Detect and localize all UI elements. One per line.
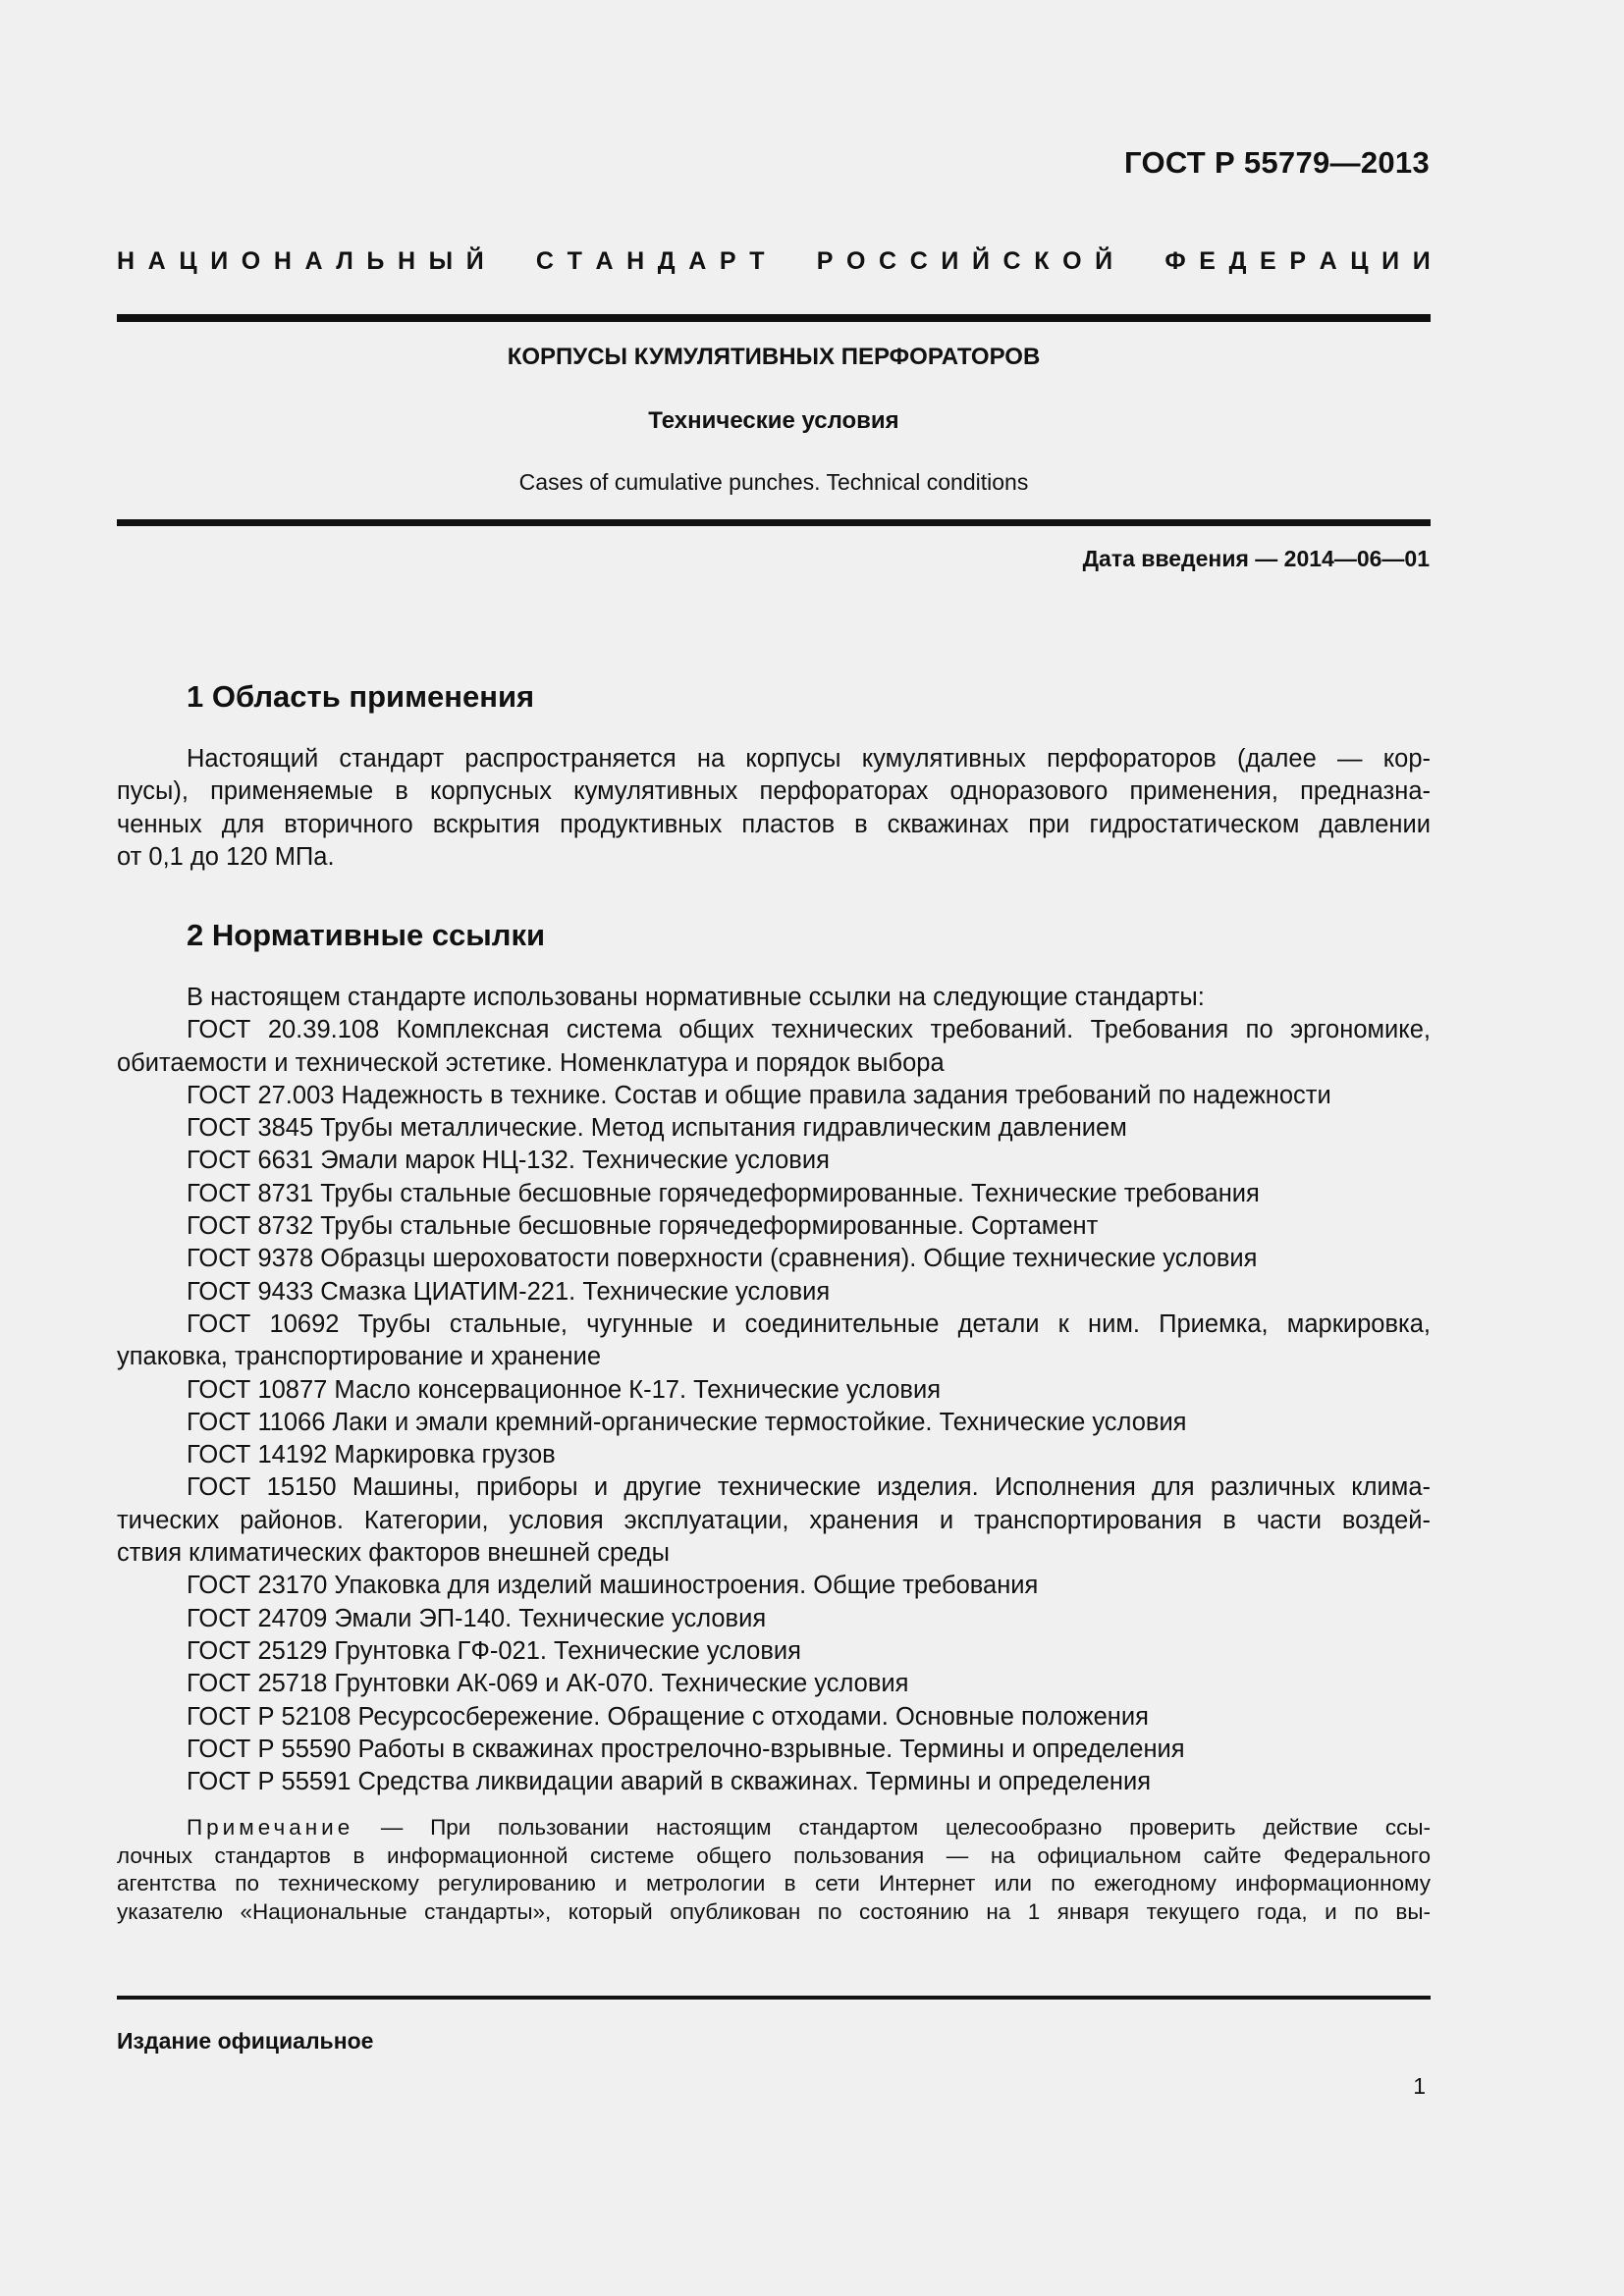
banner-letter: Е — [1199, 247, 1216, 275]
banner-letter: Ц — [1350, 247, 1369, 275]
reference-item: обитаемости и технической эстетике. Номенклатура и порядок выбора — [117, 1048, 945, 1077]
banner-letter: Р — [1289, 247, 1306, 275]
reference-item: ГОСТ 25718 Грунтовки АК-069 и АК-070. Технические условия — [187, 1670, 909, 1698]
banner-letter: Н — [397, 247, 415, 275]
banner-letter: А — [595, 247, 614, 275]
banner-letter: О — [241, 247, 261, 275]
word-gap — [1126, 247, 1152, 276]
english-title: Cases of cumulative punches. Technical conditions — [518, 469, 1029, 495]
banner-letter: Ы — [428, 247, 454, 275]
banner-letter: Р — [816, 247, 834, 275]
banner-letter: К — [1034, 247, 1050, 275]
banner-letter: С — [909, 247, 928, 275]
note-line: агентства по техническому регулированию и метрологии в сети Интернет или по ежегодному информационному — [117, 1871, 1431, 1896]
banner-letter: Л — [336, 247, 353, 275]
reference-item: ГОСТ 8732 Трубы стальные бесшовные горячедеформированные. Сортамент — [187, 1212, 1099, 1241]
references-intro: В настоящем стандарте использованы нормативные ссылки на следующие стандарты: — [187, 984, 1205, 1011]
section-heading-scope: 1 Область применения — [187, 679, 535, 714]
banner-letter: Ц — [179, 247, 197, 275]
reference-item: ГОСТ 23170 Упаковка для изделий машиностроения. Общие требования — [187, 1572, 1039, 1600]
banner-letter: С — [1002, 247, 1021, 275]
reference-item: ГОСТ 9378 Образцы шероховатости поверхности (сравнения). Общие технические условия — [187, 1245, 1258, 1273]
banner-letter: Д — [1228, 247, 1247, 275]
banner-letter: Й — [971, 247, 990, 275]
word-gap — [497, 247, 522, 276]
reference-item: ГОСТ 14192 Маркировка грузов — [187, 1441, 556, 1469]
scope-line: Настоящий стандарт распространяется на корпусы кумулятивных перфораторов (далее — кор- — [187, 745, 1431, 773]
top-rule — [117, 314, 1431, 322]
reference-item: тических районов. Категории, условия эксплуатации, хранения и транспортирования в части воздей- — [117, 1506, 1431, 1534]
banner-letter: И — [1412, 247, 1431, 275]
footer-rule — [117, 1996, 1431, 2000]
banner-letter: Й — [1095, 247, 1113, 275]
reference-item: ГОСТ 6631 Эмали марок НЦ-132. Технические условия — [187, 1147, 830, 1175]
banner-letter: Р — [719, 247, 736, 275]
reference-item: ГОСТ 11066 Лаки и эмали кремний-органические термостойкие. Технические условия — [187, 1408, 1187, 1436]
banner-letter: С — [879, 247, 897, 275]
banner-letter: А — [147, 247, 166, 275]
page-number: 1 — [1413, 2073, 1426, 2099]
reference-item: ГОСТ 27.003 Надежность в технике. Состав и общие правила задания требований по надежности — [187, 1081, 1331, 1109]
banner-letter: Ь — [366, 247, 385, 275]
section-heading-references: 2 Нормативные ссылки — [187, 918, 546, 952]
banner-letter: А — [1319, 247, 1337, 275]
scope-line: пусы), применяемые в корпусных кумулятивных перфораторах одноразового применения, предназна- — [117, 777, 1431, 806]
note-label: Примечание — [187, 1815, 354, 1840]
banner-letter: Ф — [1164, 247, 1186, 275]
word-gap — [778, 247, 803, 276]
reference-item: ГОСТ 20.39.108 Комплексная система общих технических требований. Требования по эргономике, — [187, 1016, 1431, 1044]
reference-item: ГОСТ 8731 Трубы стальные бесшовные горячедеформированные. Технические требования — [187, 1179, 1260, 1207]
introduction-date: Дата введения — 2014—06—01 — [1082, 546, 1430, 571]
reference-item: ГОСТ 3845 Трубы металлические. Метод испытания гидравлическим давлением — [187, 1114, 1127, 1143]
banner-letter: Н — [626, 247, 645, 275]
banner-letter: Й — [465, 247, 484, 275]
note-line: указателю «Национальные стандарты», который опубликован по состоянию на 1 января текущего года, и по вы- — [117, 1898, 1431, 1924]
references-list — [117, 982, 1431, 1798]
banner-letter: И — [1381, 247, 1400, 275]
reference-item: ГОСТ Р 55591 Средства ликвидации аварий в скважинах. Термины и определения — [187, 1768, 1152, 1796]
banner-letter: Н — [117, 247, 135, 275]
reference-item: ГОСТ 10692 Трубы стальные, чугунные и соединительные детали к ним. Приемка, маркировка, — [187, 1309, 1431, 1338]
standard-code: ГОСТ Р 55779—2013 — [1124, 145, 1430, 180]
banner-letter: Т — [567, 247, 582, 275]
reference-item: ГОСТ 25129 Грунтовка ГФ-021. Технические условия — [187, 1636, 801, 1665]
reference-item: упаковка, транспортирование и хранение — [117, 1343, 602, 1371]
reference-item: ГОСТ 24709 Эмали ЭП-140. Технические условия — [187, 1604, 767, 1632]
banner-letter: А — [688, 247, 707, 275]
banner-letter: И — [210, 247, 229, 275]
banner-letter: А — [304, 247, 323, 275]
note-line: лочных стандартов в информационной системе общего пользования — на официальном сайте Федерального — [117, 1842, 1431, 1868]
reference-item: ствия климатических факторов внешней среды — [117, 1539, 671, 1568]
scope-line: от 0,1 до 120 МПа. — [117, 842, 335, 871]
document-title: КОРПУСЫ КУМУЛЯТИВНЫХ ПЕРФОРАТОРОВ — [507, 344, 1041, 370]
scope-line: ченных для вторичного вскрытия продуктивных пластов в скважинах при гидростатическом давлении — [117, 810, 1431, 838]
reference-item: ГОСТ 9433 Смазка ЦИАТИМ-221. Технические условия — [187, 1277, 831, 1306]
scope-paragraph — [117, 743, 1431, 874]
national-standard-banner — [117, 247, 1431, 276]
banner-letter: Д — [657, 247, 676, 275]
note-first-line-text: — При пользовании настоящим стандартом целесообразно проверить действие ссы- — [353, 1815, 1431, 1840]
banner-letter: Т — [749, 247, 765, 275]
banner-letter: Н — [273, 247, 292, 275]
document-subtitle: Технические условия — [648, 407, 899, 434]
reference-item: ГОСТ 10877 Масло консервационное К-17. Технические условия — [187, 1375, 942, 1404]
reference-item: ГОСТ Р 55590 Работы в скважинах прострелочно-взрывные. Термины и определения — [187, 1735, 1185, 1763]
reference-item: ГОСТ Р 52108 Ресурсосбережение. Обращение с отходами. Основные положения — [187, 1702, 1149, 1731]
banner-letter: О — [845, 247, 866, 275]
banner-letter: О — [1062, 247, 1082, 275]
reference-item: ГОСТ 15150 Машины, приборы и другие технические изделия. Исполнения для различных клима- — [187, 1473, 1431, 1502]
title-rule — [117, 519, 1431, 526]
banner-letter: С — [535, 247, 554, 275]
note-first-line — [117, 1814, 1431, 1842]
banner-letter: Е — [1260, 247, 1276, 275]
banner-letter: И — [941, 247, 959, 275]
official-edition-label: Издание официальное — [117, 2028, 374, 2054]
note-paragraph — [117, 1814, 1431, 1926]
